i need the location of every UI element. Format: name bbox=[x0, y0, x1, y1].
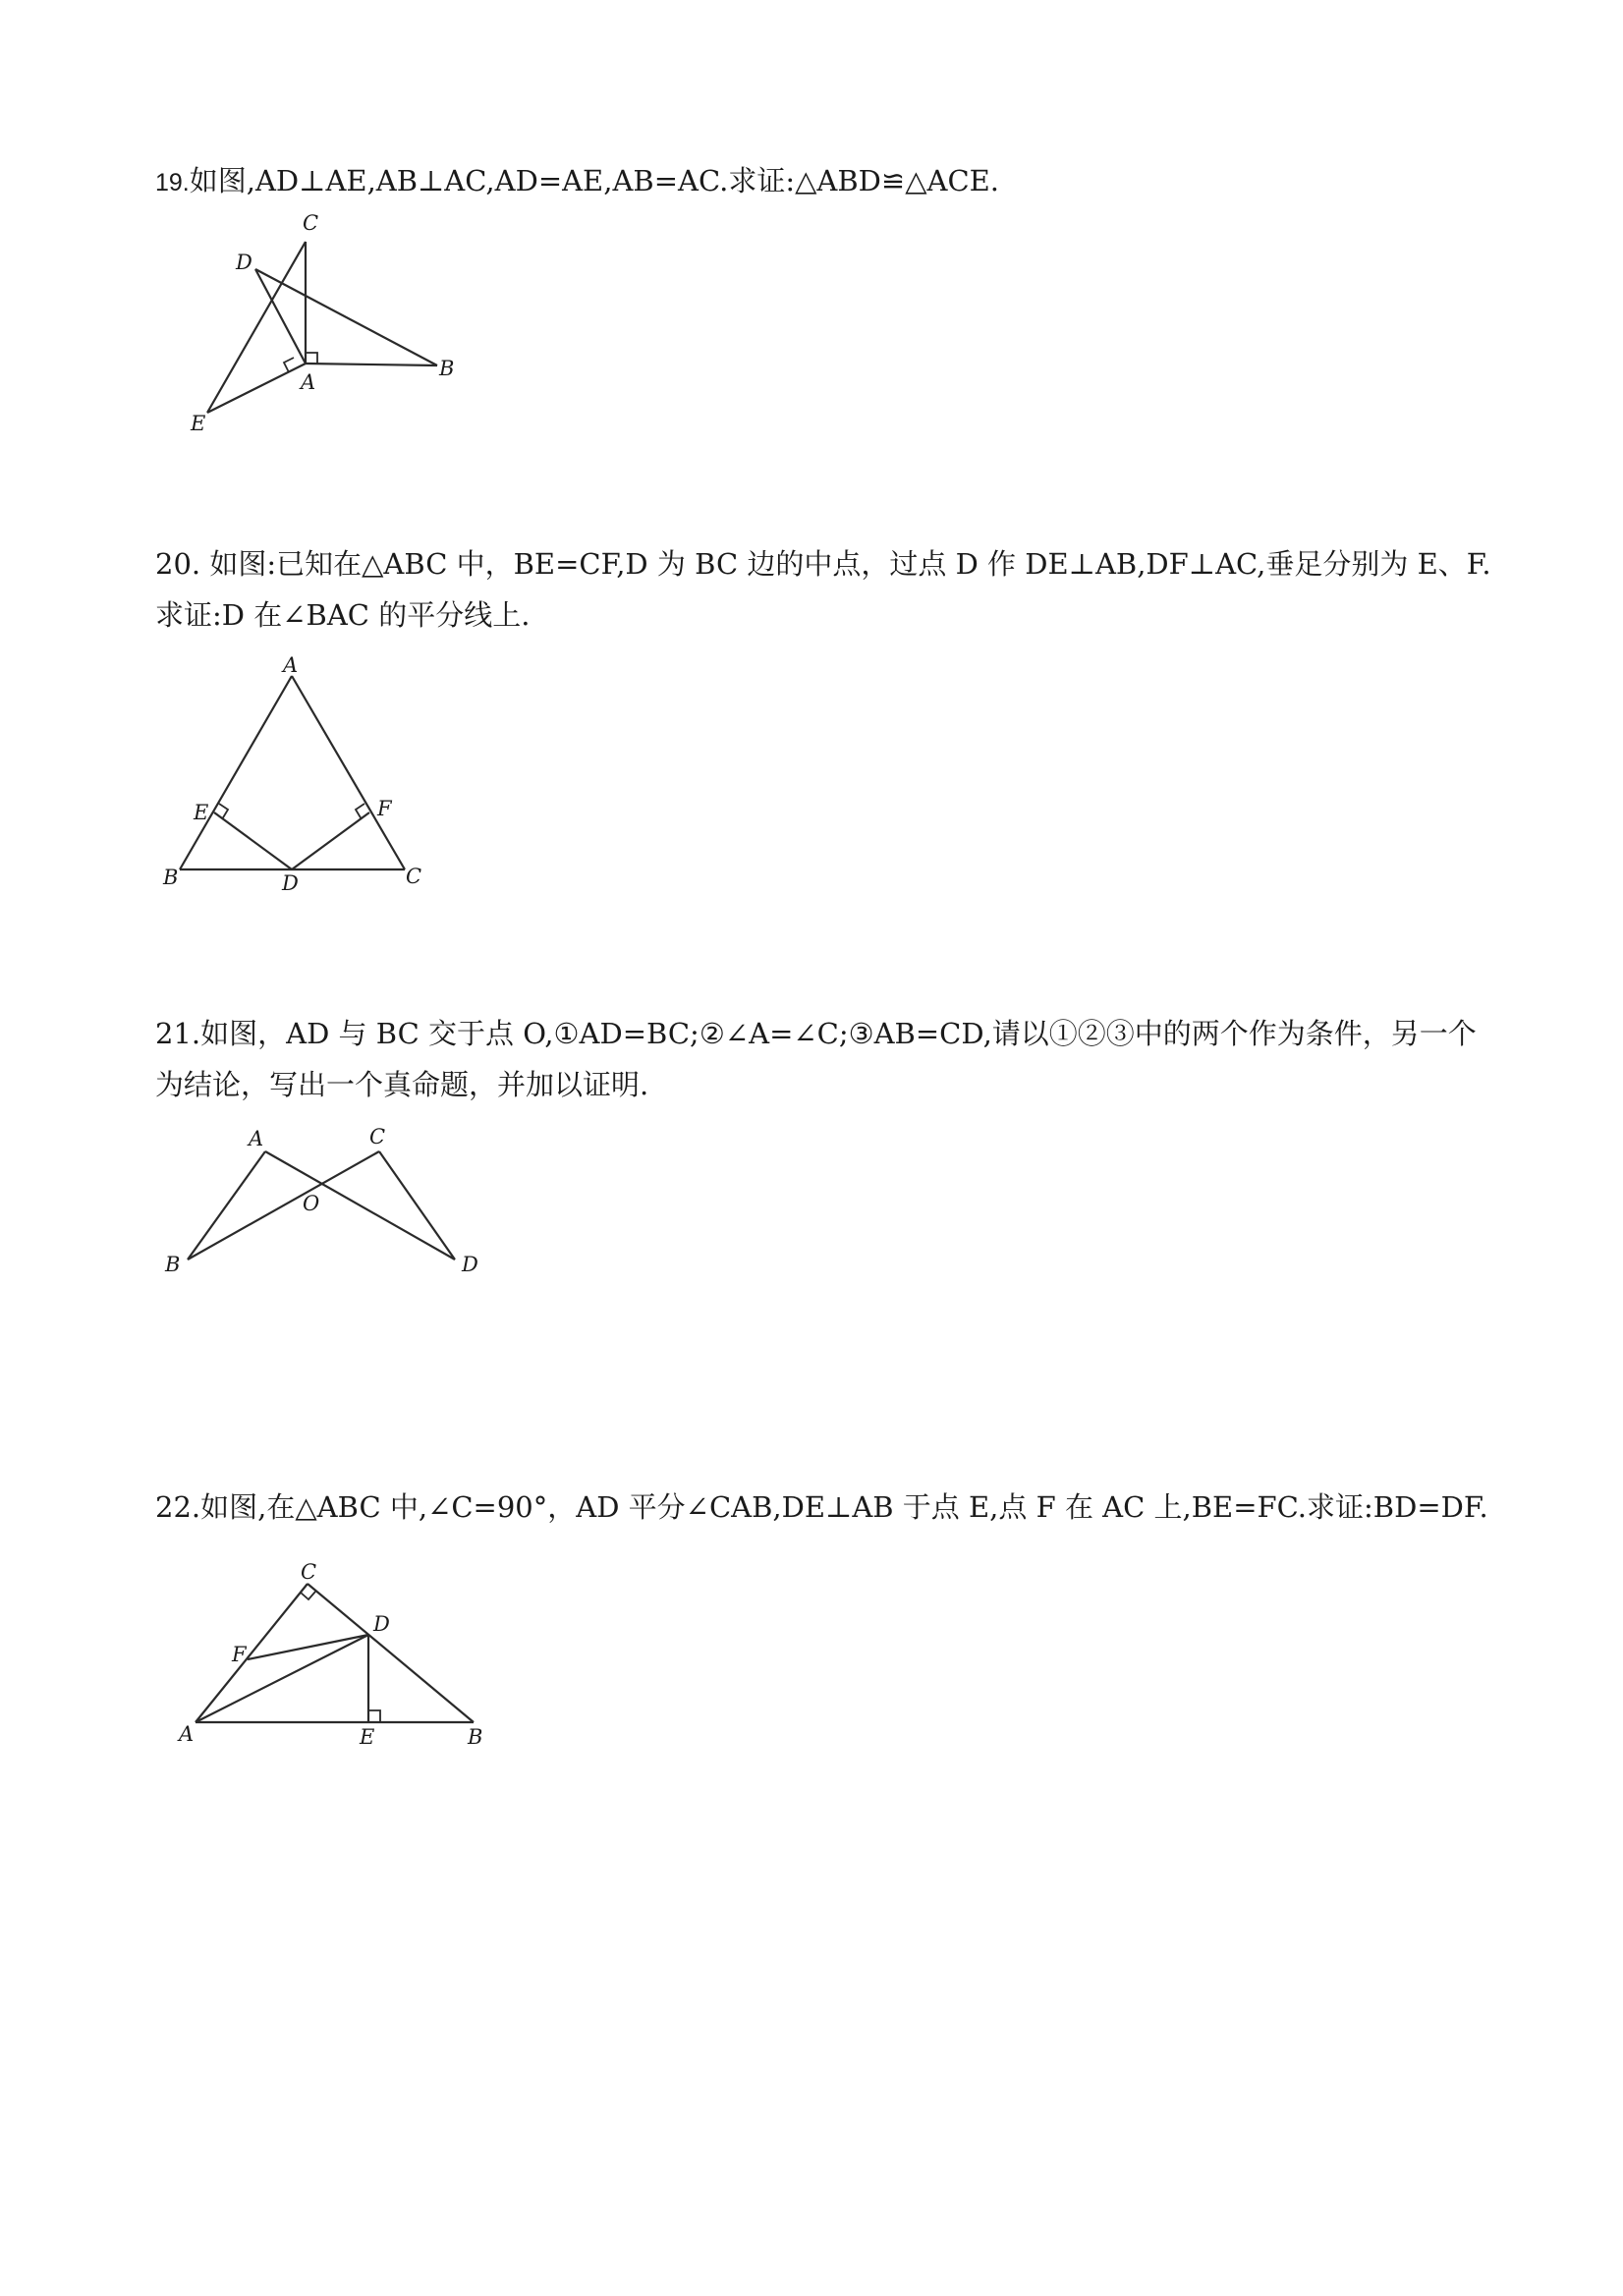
label-C: C bbox=[303, 211, 319, 235]
label-A: A bbox=[179, 1722, 195, 1746]
label-O: O bbox=[303, 1192, 320, 1215]
label-A: A bbox=[249, 1127, 264, 1150]
label-A: A bbox=[301, 370, 316, 394]
right-angle-mark-E bbox=[368, 1710, 380, 1722]
label-E: E bbox=[191, 412, 206, 435]
problem-21-statement: 如图，AD 与 BC 交于点 O,①AD=BC;②∠A=∠C;③AB=CD,请以①②③中的两个作为条件，另一个为结论，写出一个真命题，并加以证明. bbox=[155, 1017, 1477, 1101]
label-C: C bbox=[369, 1125, 386, 1148]
problem-19-number: 19. bbox=[155, 169, 190, 196]
segment-CA bbox=[196, 1584, 308, 1722]
label-E: E bbox=[194, 801, 209, 824]
right-angle-mark-C bbox=[301, 1592, 315, 1599]
label-D: D bbox=[462, 1253, 478, 1276]
problem-20-statement: 如图:已知在△ABC 中，BE=CF,D 为 BC 边的中点，过点 D 作 DE⊥AB,DF⊥AC,垂足分别为 E、F.求证:D 在∠BAC 的平分线上. bbox=[155, 547, 1491, 632]
label-C: C bbox=[406, 865, 422, 888]
label-B: B bbox=[439, 357, 455, 380]
label-C: C bbox=[301, 1560, 317, 1584]
problem-22-number: 22. bbox=[155, 1490, 201, 1524]
problem-19-statement: 如图,AD⊥AE,AB⊥AC,AD=AE,AB=AC.求证:△ABD≌△ACE. bbox=[189, 164, 1000, 197]
segment-FD bbox=[248, 1635, 368, 1659]
label-A: A bbox=[283, 653, 299, 677]
label-B: B bbox=[163, 866, 179, 889]
label-D: D bbox=[282, 871, 299, 895]
problem-20-number: 20. bbox=[155, 547, 201, 581]
label-E: E bbox=[360, 1725, 375, 1749]
segment-AD bbox=[196, 1635, 368, 1722]
label-F: F bbox=[377, 797, 392, 820]
label-D: D bbox=[236, 251, 252, 274]
problem-21-number: 21. bbox=[155, 1017, 201, 1050]
label-B: B bbox=[468, 1725, 483, 1749]
label-B: B bbox=[165, 1253, 181, 1276]
problem-22-statement: 如图,在△ABC 中,∠C=90°，AD 平分∠CAB,DE⊥AB 于点 E,点 F 在 AC 上,BE=FC.求证:BD=DF. bbox=[200, 1490, 1488, 1524]
label-F: F bbox=[232, 1643, 247, 1666]
label-D: D bbox=[373, 1612, 390, 1636]
